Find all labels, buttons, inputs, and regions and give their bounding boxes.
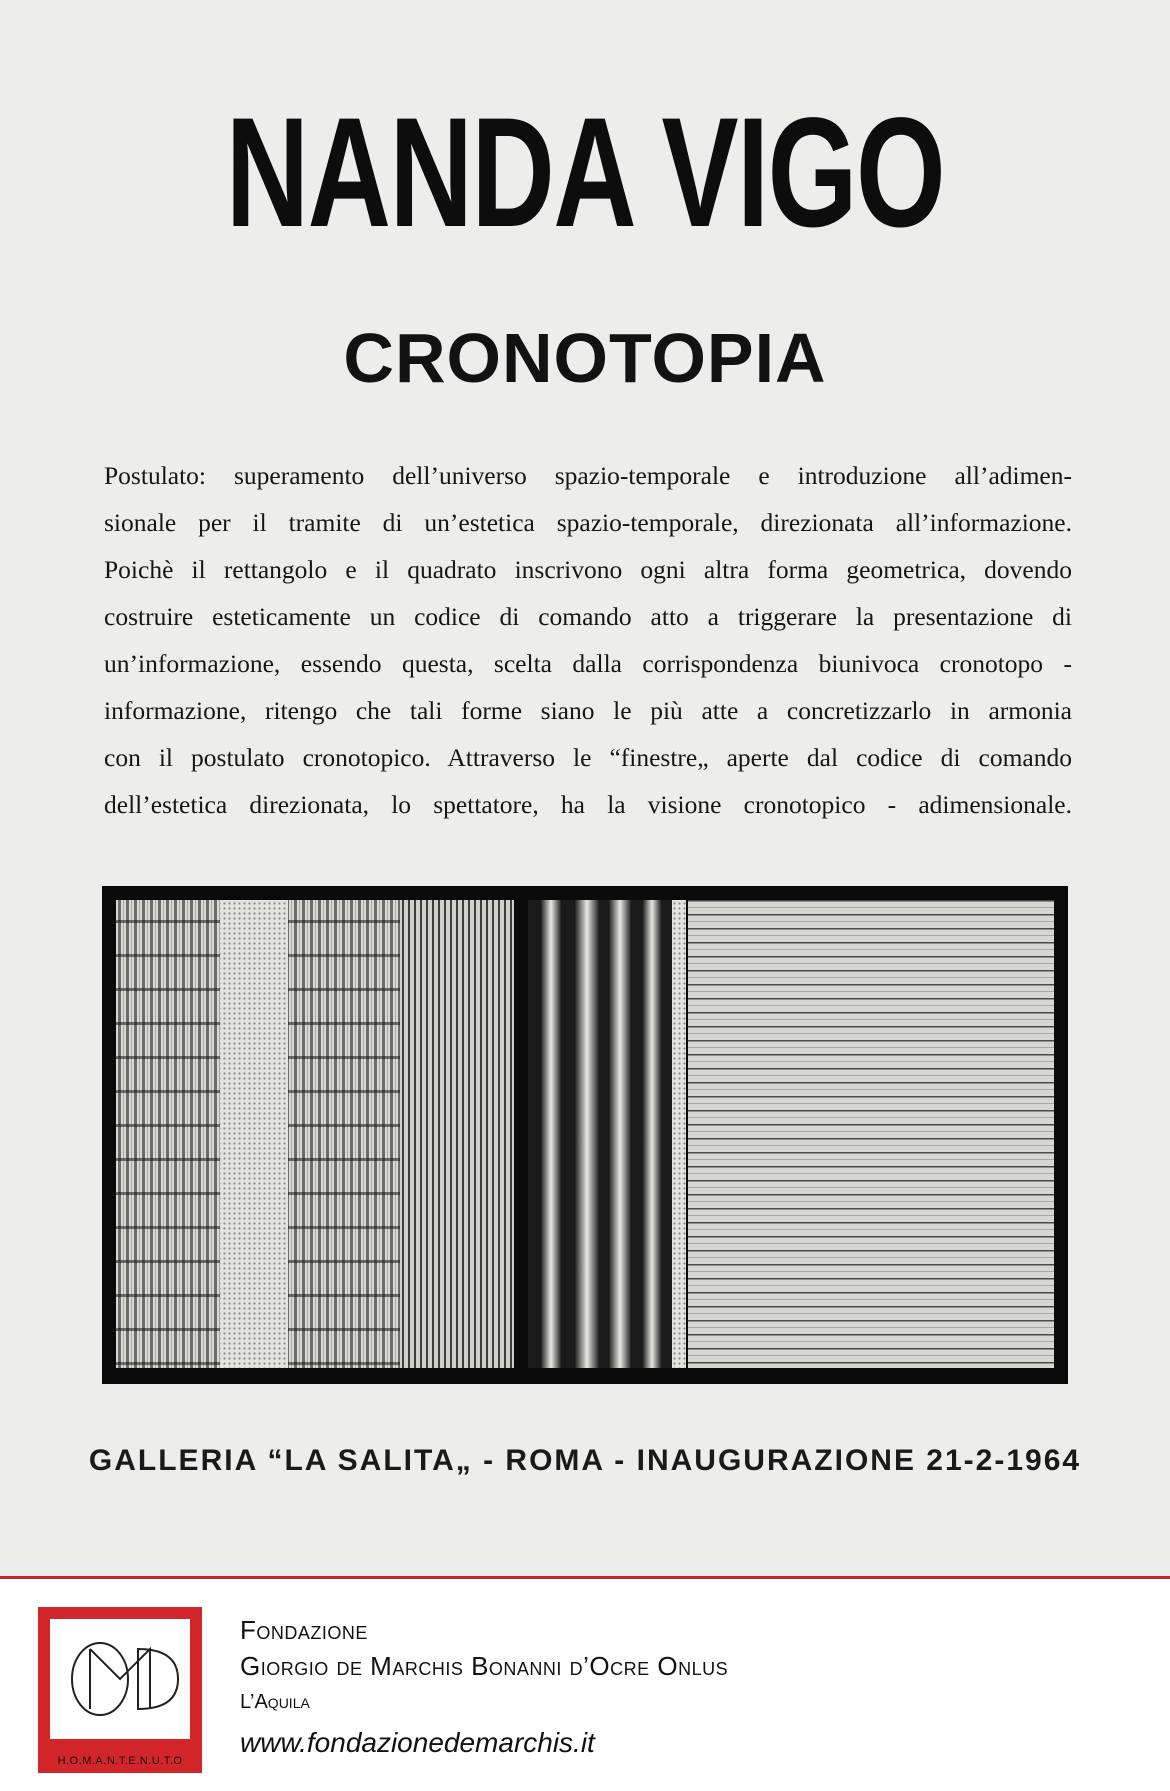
- monogram-icon: [50, 1619, 190, 1739]
- foundation-website-link[interactable]: www.fondazionedemarchis.it: [240, 1727, 595, 1758]
- statement-line: Poichè il rettangolo e il quadrato inscrivono ogni altra forma geometrica, dovendo: [104, 555, 1072, 584]
- statement-line: Postulato: superamento dell’universo spazio-temporale e introduzione all’adimen-: [104, 461, 1072, 490]
- exhibition-title: CRONOTOPIA: [343, 319, 827, 397]
- logo-caption: H.O.M.A.N.T.E.N.U.T.O: [57, 1755, 183, 1767]
- venue-date-line: GALLERIA “LA SALITA„ - ROMA - INAUGURAZIONE 21-2-1964: [88, 1444, 1082, 1477]
- statement-line: costruire esteticamente un codice di comando atto a triggerare la presentazione di: [104, 602, 1072, 631]
- right-light-panel: [688, 900, 1054, 1368]
- foundation-city: L’Aquila: [240, 1691, 310, 1713]
- statement-line: dell’estetica direzionata, lo spettatore, ha la visione cronotopico - adimensionale.: [104, 790, 1072, 819]
- statement-line: informazione, ritengo che tali forme siano le più atte a concretizzarlo in armonia: [104, 696, 1072, 725]
- artwork-photo: [102, 886, 1068, 1384]
- statement-text: [104, 452, 1072, 828]
- foundation-banner: [0, 1579, 1170, 1791]
- foundation-logo: [38, 1607, 202, 1773]
- foundation-full-name: Giorgio de Marchis Bonanni d’Ocre Onlus: [240, 1651, 729, 1681]
- statement-line: con il postulato cronotopico. Attraverso le “finestre„ aperte dal codice di comando: [104, 743, 1072, 772]
- artwork-image: [102, 886, 1068, 1384]
- foundation-label: Fondazione: [240, 1615, 368, 1645]
- dotted-strip: [220, 900, 288, 1368]
- logo-monogram: [50, 1619, 190, 1739]
- statement-line: un’informazione, essendo questa, scelta dalla corrispondenza biunivoca cronotopo -: [104, 649, 1072, 678]
- artist-name: NANDA VIGO: [225, 86, 945, 260]
- statement-line: sionale per il tramite di un’estetica spazio-temporale, direzionata all’informazione.: [104, 508, 1072, 537]
